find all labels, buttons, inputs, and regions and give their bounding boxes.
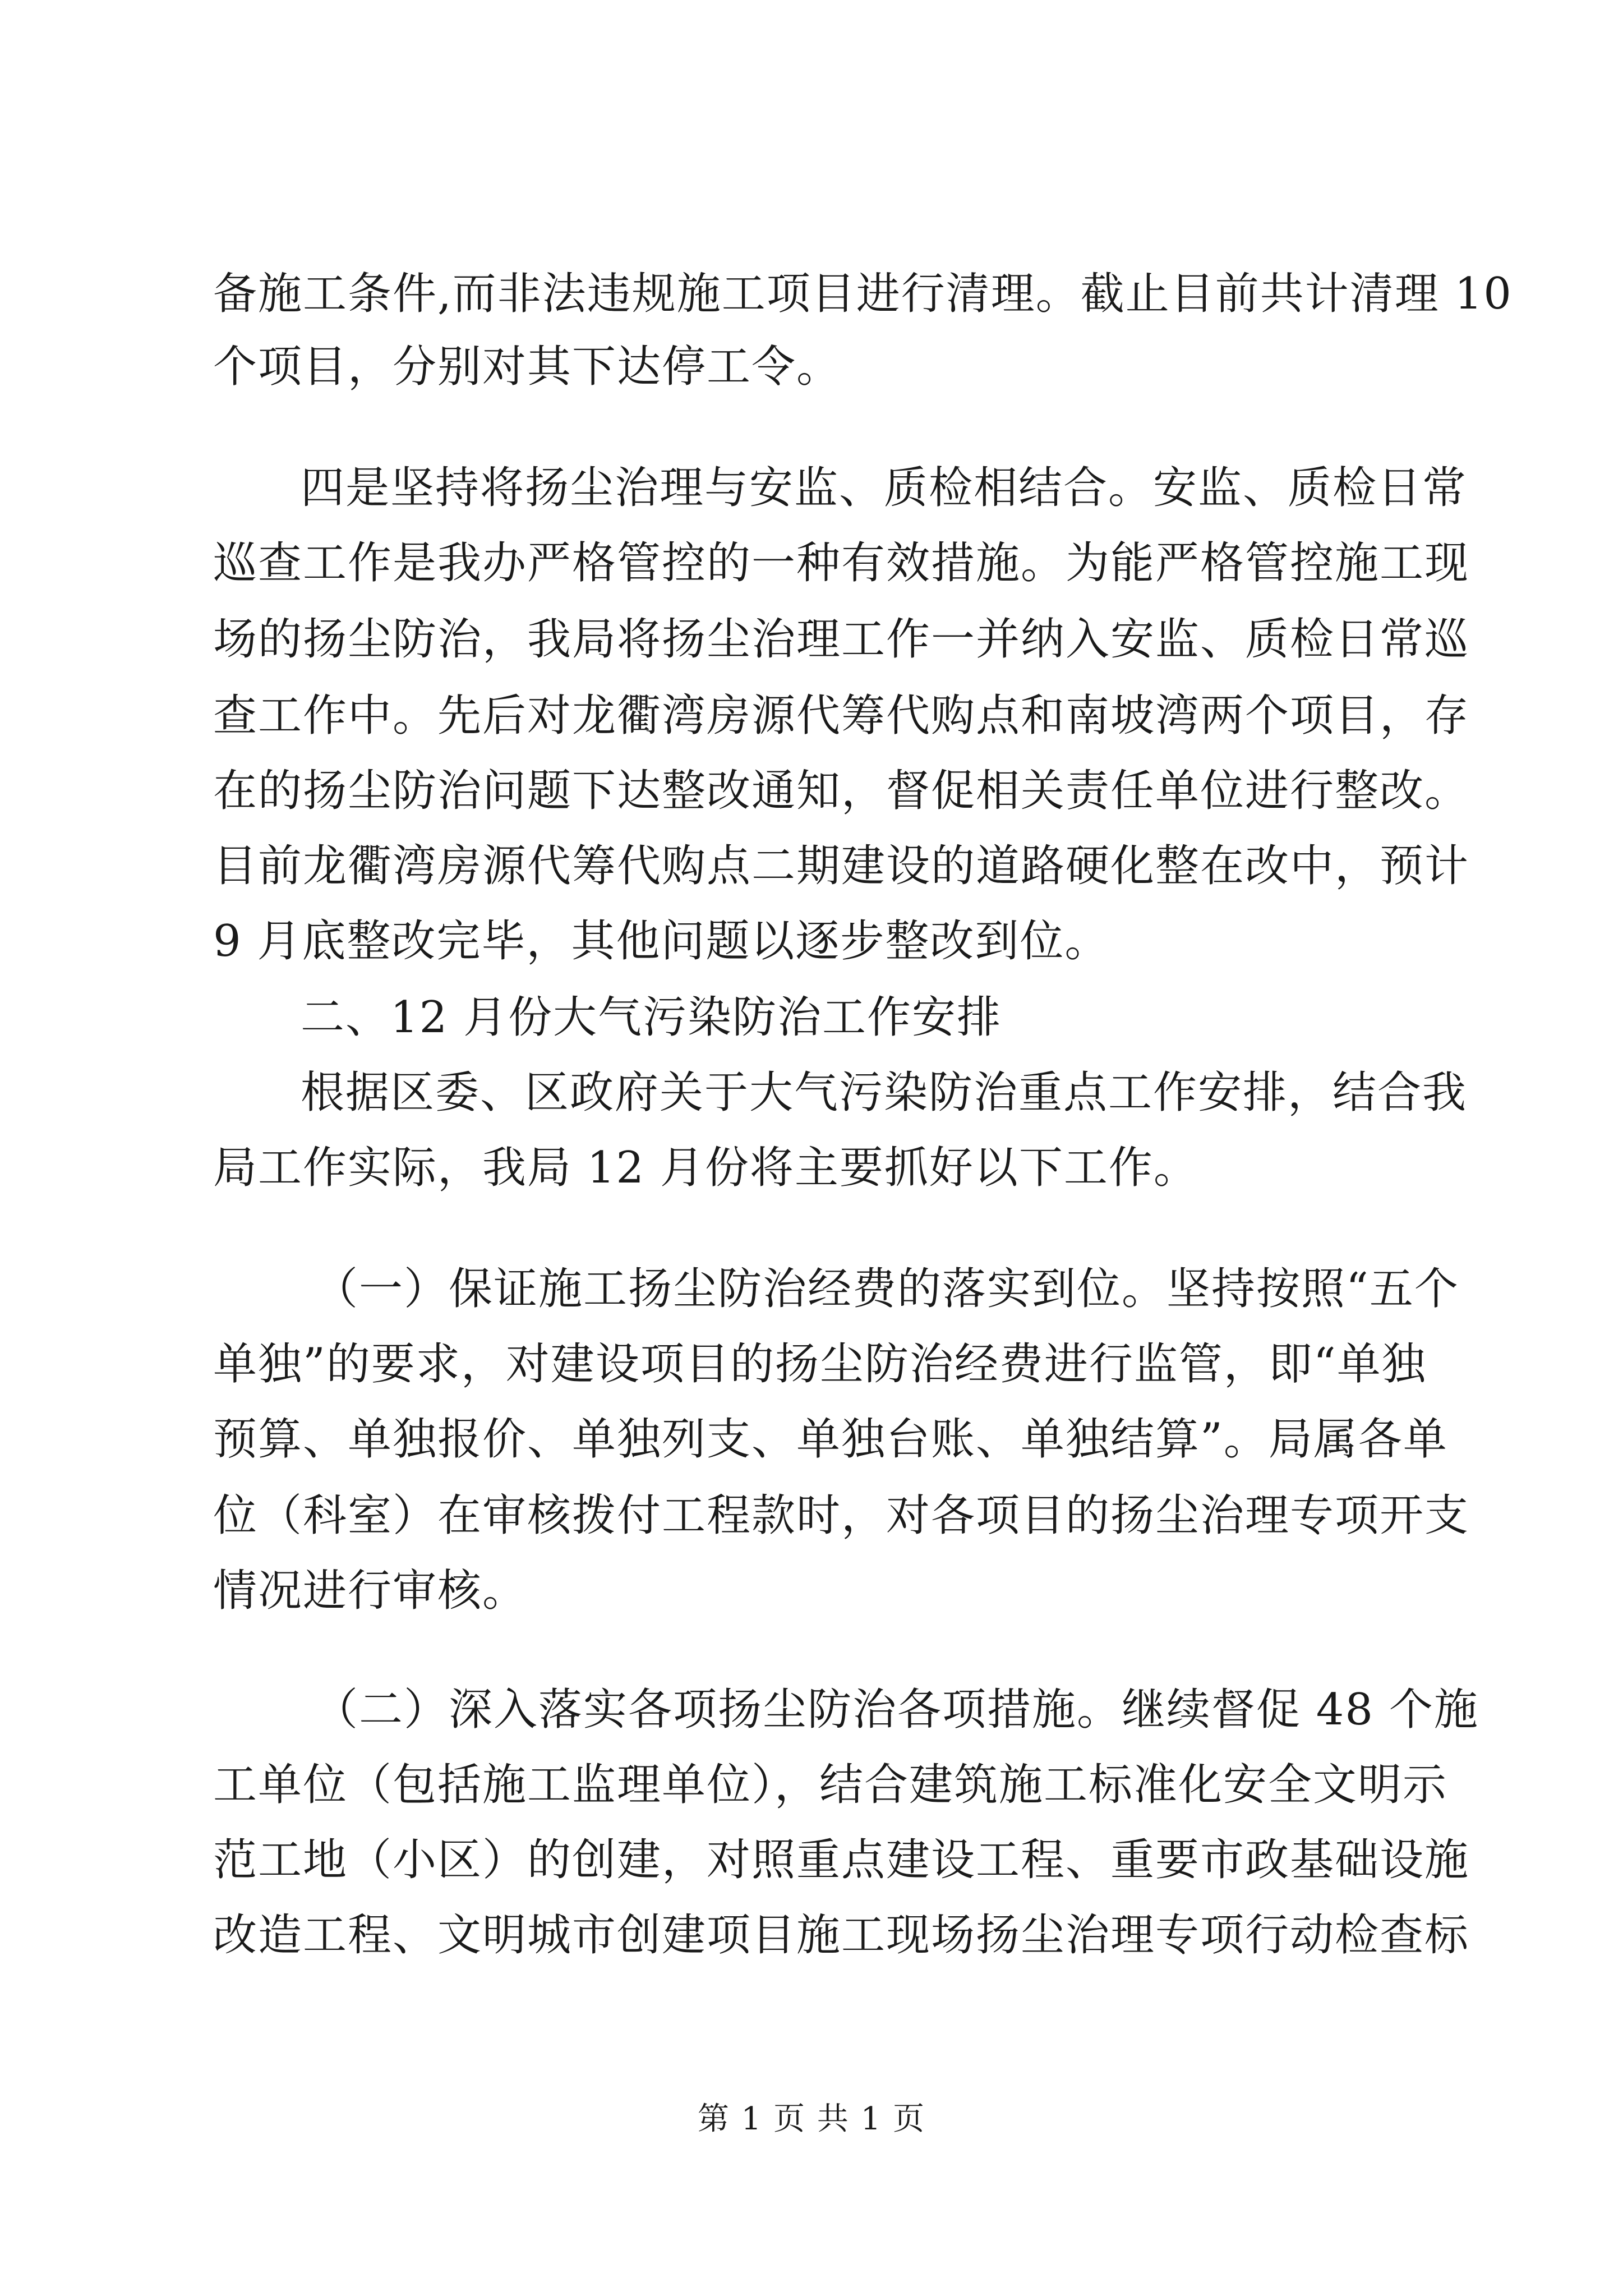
page-footer: 第 1 页 共 1 页 — [697, 2101, 926, 2137]
text-line-3: 四是坚持将扬尘治理与安监、质检相结合。安监、质检日常 — [301, 463, 1468, 513]
text-line-2: 个项目，分别对其下达停工令。 — [213, 342, 842, 392]
text-line-14: 单独”的要求，对建设项目的扬尘防治经费进行监管，即“单独 — [213, 1339, 1427, 1389]
text-line-15: 预算、单独报价、单独列支、单独台账、单独结算”。局属各单 — [213, 1414, 1448, 1465]
text-line-6: 查工作中。先后对龙衢湾房源代筹代购点和南坡湾两个项目，存 — [213, 691, 1470, 741]
text-line-8: 目前龙衢湾房源代筹代购点二期建设的道路硬化整在改中，预计 — [213, 841, 1470, 891]
text-line-5: 场的扬尘防治，我局将扬尘治理工作一并纳入安监、质检日常巡 — [213, 614, 1470, 665]
text-line-4: 巡查工作是我办严格管控的一种有效措施。为能严格管控施工现 — [213, 538, 1470, 588]
text-line-7: 在的扬尘防治问题下达整改通知，督促相关责任单位进行整改。 — [213, 766, 1470, 816]
text-line-17: 情况进行审核。 — [213, 1566, 528, 1616]
text-line-19: 工单位（包括施工监理单位），结合建筑施工标准化安全文明示 — [213, 1760, 1448, 1810]
text-line-11: 根据区委、区政府关于大气污染防治重点工作安排，结合我 — [301, 1068, 1468, 1118]
text-line-20: 范工地（小区）的创建，对照重点建设工程、重要市政基础设施 — [213, 1835, 1470, 1885]
text-line-1: 备施工条件,而非法违规施工项目进行清理。截止目前共计清理 10 — [213, 269, 1513, 319]
text-line-21: 改造工程、文明城市创建项目施工现场扬尘治理专项行动检查标 — [213, 1910, 1470, 1961]
text-line-16: 位（科室）在审核拨付工程款时，对各项目的扬尘治理专项开支 — [213, 1490, 1470, 1541]
text-line-18: （二）深入落实各项扬尘防治各项措施。继续督促 48 个施 — [314, 1685, 1479, 1735]
text-line-13: （一）保证施工扬尘防治经费的落实到位。坚持按照“五个 — [314, 1264, 1459, 1314]
section-heading: 二、12 月份大气污染防治工作安排 — [301, 992, 1002, 1043]
text-line-12: 局工作实际，我局 12 月份将主要抓好以下工作。 — [213, 1143, 1198, 1193]
text-line-9: 9 月底整改完毕，其他问题以逐步整改到位。 — [213, 916, 1110, 967]
